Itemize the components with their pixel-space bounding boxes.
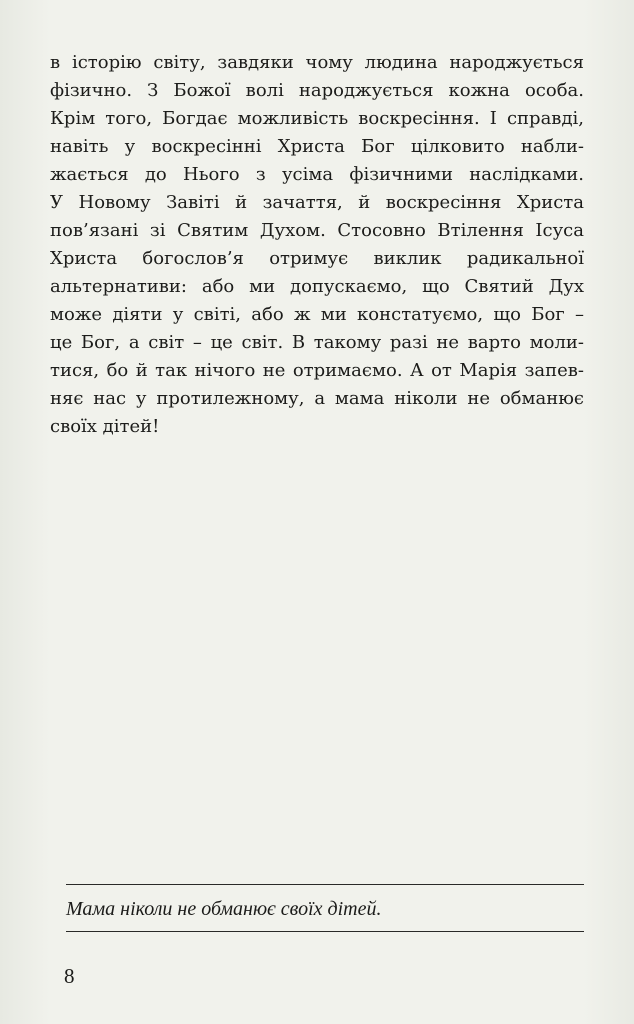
text-line: своїх дітей! (50, 416, 160, 437)
body-paragraph (50, 49, 584, 441)
text-line: няє нас у протилежному, а мама ніколи не обманює (50, 388, 584, 409)
text-line: може діяти у світі, або ж ми констатуємо, що Бог – (50, 304, 584, 325)
text-line: фізично. З Божої волі народжується кожна особа. (50, 80, 584, 101)
text-line: пов’язані зі Святим Духом. Стосовно Втілення Ісуса (50, 220, 584, 241)
text-line: жається до Нього з усіма фізичними наслідками. (50, 164, 584, 185)
text-line: навіть у воскресінні Христа Бог цілковито набли- (50, 136, 584, 157)
text-line: в історію світу, завдяки чому людина народжується (50, 52, 584, 73)
text-line: У Новому Завіті й зачаття, й воскресіння Христа (50, 192, 584, 213)
text-line: Христа богослов’я отримує виклик радикальної (50, 248, 584, 269)
section-caption: Мама ніколи не обманює своїх дітей. (66, 898, 382, 920)
text-line: тися, бо й так нічого не отримаємо. А от Марія запев- (50, 360, 584, 381)
text-line: Крім того, Богдає можливість воскресіння. І справді, (50, 108, 584, 129)
text-line: альтернативи: або ми допускаємо, що Святий Дух (50, 276, 584, 297)
caption-bottom-rule (66, 931, 584, 932)
caption-top-rule (66, 884, 584, 885)
text-line: це Бог, а світ – це світ. В такому разі не варто моли- (50, 332, 584, 353)
page-number: 8 (64, 964, 75, 988)
